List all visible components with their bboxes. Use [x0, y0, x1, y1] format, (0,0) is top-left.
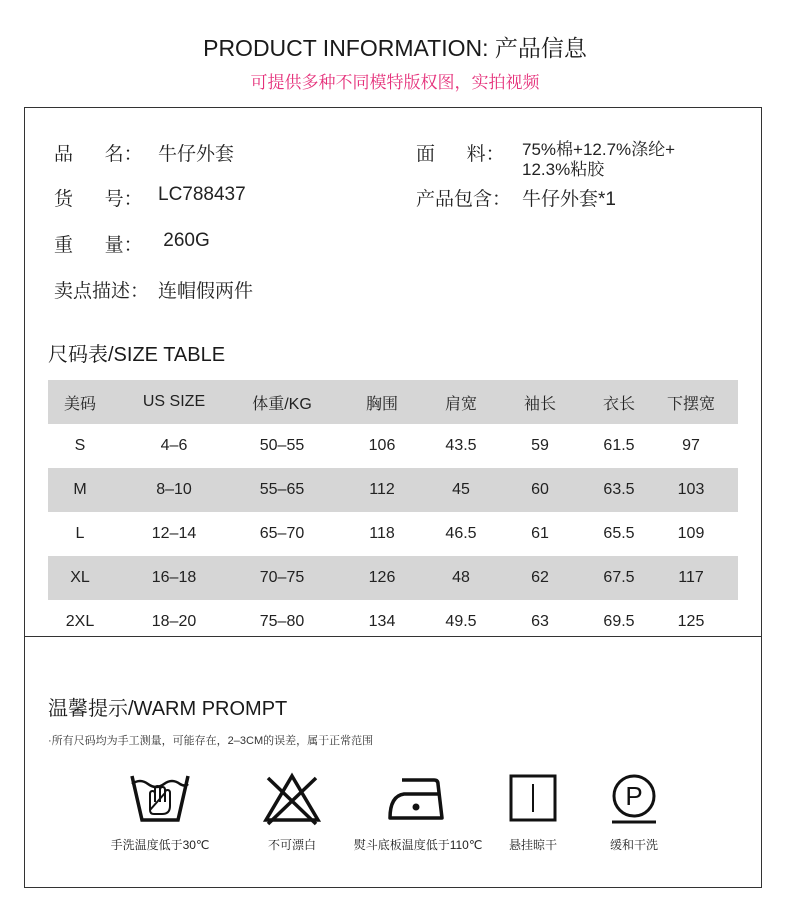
care-hang-dry	[486, 770, 580, 853]
table-cell: 118	[369, 525, 395, 542]
table-row	[48, 556, 738, 600]
name-label: 品 名：	[54, 144, 143, 165]
table-cell: 2XL	[65, 613, 95, 630]
table-cell: 62	[486, 556, 594, 600]
header-cell: 美码	[48, 380, 112, 424]
header-cell: 衣长	[594, 380, 644, 424]
header-cell: US SIZE	[112, 380, 236, 424]
no-bleach-icon	[260, 770, 324, 826]
no-bleach-label: 不可漂白	[267, 838, 316, 852]
table-cell: 67.5	[594, 556, 644, 600]
table-cell: 16–18	[112, 556, 236, 600]
table-cell: 117	[644, 556, 738, 600]
table-cell: 69.5	[603, 613, 635, 630]
hang-dry-icon	[501, 770, 565, 826]
info-row-selling	[54, 276, 253, 303]
header-cell: 下摆宽	[644, 380, 738, 424]
table-cell: 45	[436, 468, 486, 512]
table-cell: 46.5	[445, 525, 477, 542]
table-cell: 63	[531, 613, 549, 630]
table-cell: 60	[486, 468, 594, 512]
table-cell: 125	[677, 613, 705, 630]
sku-label: 货 号：	[54, 189, 143, 210]
table-cell: 43.5	[445, 437, 477, 454]
info-row-weight	[54, 230, 210, 257]
package-label: 产品包含：	[416, 189, 512, 210]
table-row	[48, 424, 738, 468]
table-row	[48, 468, 738, 512]
table-cell: 112	[328, 468, 436, 512]
table-cell: 65.5	[603, 525, 635, 542]
table-cell: 48	[436, 556, 486, 600]
care-hand-wash	[90, 770, 230, 853]
table-cell: 49.5	[445, 613, 477, 630]
info-row-package	[416, 184, 616, 211]
size-table-header	[48, 380, 738, 424]
size-table	[48, 380, 738, 644]
table-cell: 63.5	[594, 468, 644, 512]
header-cell: 肩宽	[436, 380, 486, 424]
table-cell: 18–20	[151, 613, 197, 630]
page-subtitle: 可提供多种不同模特版权图，实拍视频	[250, 73, 540, 92]
table-row	[48, 600, 738, 644]
table-cell: 103	[644, 468, 738, 512]
selling-label: 卖点描述：	[54, 281, 150, 302]
table-cell: XL	[48, 556, 112, 600]
table-cell: L	[75, 525, 85, 542]
iron-label: 熨斗底板温度低于110℃	[353, 838, 483, 852]
dry-clean-letter: P	[625, 781, 643, 811]
size-table-title: 尺码表/SIZE TABLE	[48, 344, 226, 366]
header-cell: 胸围	[328, 380, 436, 424]
hand-wash-label: 手洗温度低于30℃	[110, 838, 210, 852]
page-title: PRODUCT INFORMATION: 产品信息	[203, 35, 587, 61]
hang-dry-label: 悬挂晾干	[508, 838, 557, 852]
care-iron	[340, 770, 496, 853]
fabric-value-line2: 12.3%粘胶	[522, 160, 605, 179]
header-cell: 体重/KG	[236, 380, 328, 424]
selling-value: 连帽假两件	[158, 281, 254, 302]
table-cell: 134	[368, 613, 396, 630]
hand-wash-icon	[128, 770, 192, 826]
table-cell: 70–75	[236, 556, 328, 600]
table-cell: 59	[531, 437, 549, 454]
name-value: 牛仔外套	[158, 144, 235, 165]
dry-clean-label: 缓和干洗	[609, 838, 658, 852]
package-value: 牛仔外套*1	[522, 189, 616, 210]
table-cell: 61.5	[603, 437, 635, 454]
fabric-label: 面 料：	[416, 144, 505, 165]
weight-value: 260G	[158, 230, 210, 251]
info-row-sku	[54, 184, 246, 211]
table-cell: 12–14	[151, 525, 197, 542]
table-cell: 4–6	[160, 437, 188, 454]
table-cell: 61	[531, 525, 549, 542]
table-cell: 75–80	[259, 613, 305, 630]
table-cell: 126	[328, 556, 436, 600]
warm-prompt-title: 温馨提示/WARM PROMPT	[48, 698, 288, 720]
sku-value: LC788437	[158, 184, 246, 205]
table-cell: 109	[677, 525, 705, 542]
table-cell: M	[48, 468, 112, 512]
fabric-value	[522, 140, 675, 180]
table-cell: 65–70	[259, 525, 305, 542]
dry-clean-icon	[602, 770, 666, 826]
info-row-fabric	[416, 139, 675, 180]
table-cell: 106	[368, 437, 396, 454]
care-dry-clean	[582, 770, 686, 853]
measurement-note: ·所有尺码均为手工测量，可能存在，2–3CM的误差，属于正常范围	[48, 735, 374, 747]
table-cell: 97	[682, 437, 700, 454]
table-row	[48, 512, 738, 556]
table-cell: 8–10	[112, 468, 236, 512]
iron-icon	[386, 770, 450, 826]
info-row-name	[54, 139, 234, 166]
table-cell: 55–65	[236, 468, 328, 512]
table-cell: S	[74, 437, 86, 454]
header-cell: 袖长	[486, 380, 594, 424]
table-cell: 50–55	[259, 437, 305, 454]
weight-label: 重 量：	[54, 235, 143, 256]
care-no-bleach	[232, 770, 352, 853]
fabric-value-line1: 75%棉+12.7%涤纶+	[522, 140, 676, 159]
